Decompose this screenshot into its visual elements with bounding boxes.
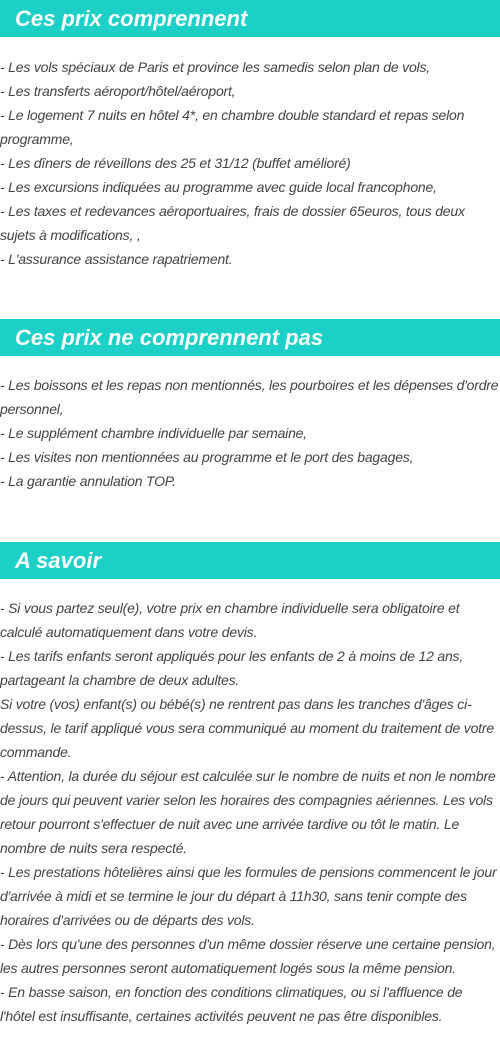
list-item: - Les transferts aéroport/hôtel/aéroport, — [0, 83, 236, 99]
a-savoir-list — [0, 596, 500, 1028]
section-header-a-savoir: A savoir — [0, 542, 500, 579]
list-item: - Le supplément chambre individuelle par semaine, — [0, 425, 307, 441]
list-item: Si votre (vos) enfant(s) ou bébé(s) ne rentrent pas dans les tranches d'âges ci-dessus, le tarif appliqué vous sera communiqué au moment du traitement de votre commande. — [0, 696, 494, 760]
section-header-included: Ces prix comprennent — [0, 0, 500, 37]
list-item: - Attention, la durée du séjour est calculée sur le nombre de nuits et non le nombre de jours qui peuvent varier selon les horaires des compagnies aériennes. Les vols retour pourront s'effectuer de nuit avec une arrivée tardive ou tôt le matin. Le nombre de nuits sera respecté. — [0, 768, 496, 856]
list-item: - La garantie annulation TOP. — [0, 473, 176, 489]
list-item: - L'assurance assistance rapatriement. — [0, 251, 233, 267]
list-item: - Le logement 7 nuits en hôtel 4*, en chambre double standard et repas selon programme, — [0, 107, 465, 147]
list-item: - En basse saison, en fonction des conditions climatiques, ou si l'affluence de l'hôtel est insuffisante, certaines activités peuvent ne pas être disponibles. — [0, 984, 463, 1024]
included-list — [0, 55, 500, 271]
list-item: - Dès lors qu'une des personnes d'un même dossier réserve une certaine pension, les autres personnes seront automatiquement logés sous la même pension. — [0, 936, 496, 976]
not-included-list — [0, 373, 500, 493]
list-item: - Les taxes et redevances aéroportuaires, frais de dossier 65euros, tous deux sujets à modifications, , — [0, 203, 465, 243]
list-item: - Les excursions indiquées au programme avec guide local francophone, — [0, 179, 437, 195]
list-item: - Les tarifs enfants seront appliqués pour les enfants de 2 à moins de 12 ans, partageant la chambre de deux adultes. — [0, 648, 464, 688]
list-item: - Les boissons et les repas non mentionnés, les pourboires et les dépenses d'ordre personnel, — [0, 377, 499, 417]
list-item: - Les visites non mentionnées au programme et le port des bagages, — [0, 449, 414, 465]
list-item: - Les vols spéciaux de Paris et province les samedis selon plan de vols, — [0, 59, 430, 75]
list-item: - Les prestations hôtelières ainsi que les formules de pensions commencent le jour d'arrivée à midi et se termine le jour du départ à 11h30, sans tenir compte des horaires d'arrivées ou de départs des vols. — [0, 864, 497, 928]
list-item: - Si vous partez seul(e), votre prix en chambre individuelle sera obligatoire et calculé automatiquement dans votre devis. — [0, 600, 460, 640]
list-item: - Les dîners de réveillons des 25 et 31/12 (buffet amélioré) — [0, 155, 351, 171]
section-header-not-included: Ces prix ne comprennent pas — [0, 319, 500, 356]
